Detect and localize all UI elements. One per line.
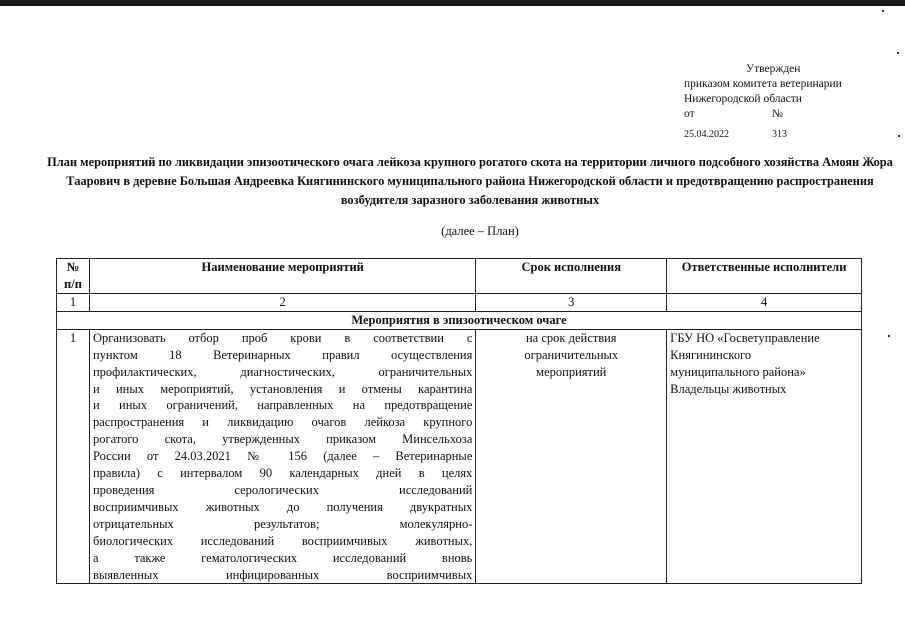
column-number: 1 (57, 294, 90, 312)
document-subtitle: (далее – План) (441, 224, 519, 238)
activity-line: рогатого скота, утвержденных приказом Минсельхоза (92, 432, 473, 447)
scan-speck (897, 52, 899, 54)
activity-line: правила) с интервалом 90 календарных дней в целях (92, 466, 473, 481)
approval-number: 313 (772, 129, 787, 140)
deadline-cell (476, 329, 667, 584)
column-number: 3 (476, 294, 667, 312)
approval-line-3: Нижегородской области (684, 93, 802, 105)
activity-line: а также гематологических исследований вновь (92, 550, 473, 565)
responsible-line: Владельцы животных (670, 381, 787, 396)
responsible-line: Княгининского (670, 347, 752, 362)
approval-from-row (684, 107, 894, 122)
scan-speck (898, 135, 900, 137)
activity-line: профилактических, диагностических, ограничительных (92, 364, 473, 379)
approval-block (684, 62, 894, 142)
header-responsible: Ответственные исполнители (667, 259, 862, 294)
approval-date-row (684, 127, 894, 142)
approval-line-1: Утвержден (746, 63, 801, 75)
responsible-cell (667, 329, 862, 584)
approval-from-label: от (684, 108, 695, 120)
column-number: 4 (667, 294, 862, 312)
activity-line: проведения серологических исследований (92, 482, 473, 497)
responsible-line: ГБУ НО «Госветуправление (670, 330, 820, 345)
deadline-line: мероприятий (536, 364, 607, 379)
header-activity: Наименование мероприятий (89, 259, 475, 294)
activity-line: восприимчивых животных до получения двукратных (92, 499, 473, 514)
activity-line: Организовать отбор проб крови в соответствии с (92, 330, 473, 345)
column-number-row (57, 294, 862, 312)
activity-line: России от 24.03.2021 № 156 (далее – Ветеринарные (92, 449, 473, 464)
approval-line-2: приказом комитета ветеринарии (684, 78, 842, 90)
section-title: Мероприятия в эпизоотическом очаге (57, 311, 862, 329)
plan-table (56, 258, 862, 584)
header-deadline: Срок исполнения (476, 259, 667, 294)
scan-speck (882, 10, 884, 12)
activity-line: пунктом 18 Ветеринарных правил осуществления (92, 347, 473, 362)
scan-speck (888, 335, 890, 337)
activity-line: и иных мероприятий, установления и отмены карантина (92, 381, 473, 396)
deadline-line: на срок действия (525, 330, 617, 345)
approval-number-label: № (772, 108, 783, 120)
section-row (57, 311, 862, 329)
scan-top-edge (0, 0, 905, 6)
activity-line: отрицательных результатов; молекулярно- (92, 516, 473, 531)
activity-line: распространения и ликвидацию очагов лейкоза крупного (92, 415, 473, 430)
approval-date: 25.04.2022 (684, 129, 729, 140)
row-number: 1 (57, 329, 90, 584)
activity-line: биологических исследований восприимчивых животных, (92, 533, 473, 548)
table-row (57, 329, 862, 584)
activity-cell (89, 329, 475, 584)
activity-line: выявленных инфицированных восприимчивых (92, 567, 473, 582)
column-number: 2 (89, 294, 475, 312)
table-header-row (57, 259, 862, 294)
activity-line: и иных ограничений, направленных на предотвращение (92, 398, 473, 413)
header-num: № п/п (57, 259, 90, 294)
deadline-line: ограничительных (524, 347, 619, 362)
responsible-line: муниципального района» (670, 364, 806, 379)
document-title: План мероприятий по ликвидации эпизоотического очага лейкоза крупного рогатого скота на территории личного подсобного хозяйства Амоян Жора Таарович в деревне Большая Андреевка Княгининского муниципального района Нижегородской области и предотвращению распространения возбудителя заразного заболевания животных (47, 155, 893, 207)
